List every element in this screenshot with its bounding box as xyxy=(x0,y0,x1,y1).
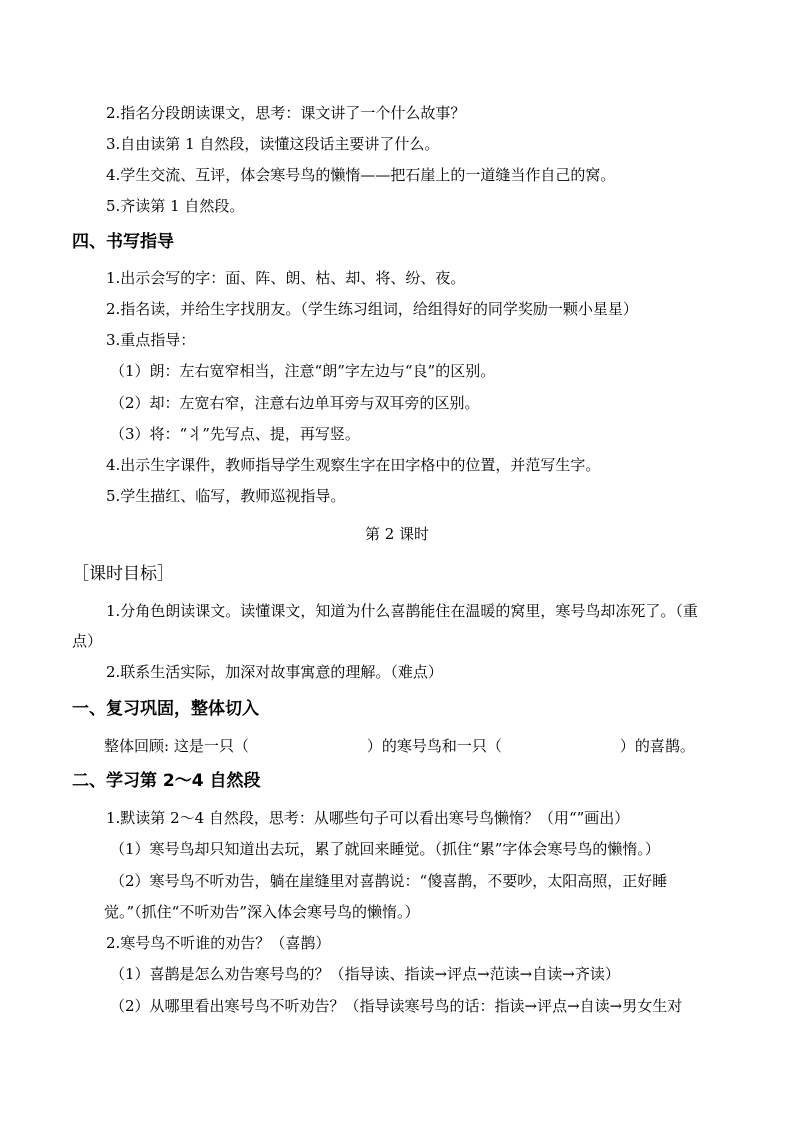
part2-sub-2-line1: （2）寒号鸟不听劝告，躺在崖缝里对喜鹊说：“傻喜鹊，不要吵，太阳高照，正好睡 xyxy=(110,872,668,890)
part2-sub-1: （1）寒号鸟却只知道出去玩，累了就回来睡觉。（抓住“累”字体会寒号鸟的懒惰。） xyxy=(110,840,660,858)
review-sentence xyxy=(104,736,695,756)
part2-item-1: 1.默读第 2～4 自然段，思考：从哪些句子可以看出寒号鸟懒惰？（用“”画出） xyxy=(106,809,630,827)
lesson2-title: 第 2 课时 xyxy=(364,525,430,543)
section4-item-4: 4.出示生字课件，教师指导学生观察生字在田字格中的位置，并范写生字。 xyxy=(106,456,601,474)
section4-item-3: 3.重点指导： xyxy=(106,331,196,349)
review-text-a: 整体回顾: 这是一只（ xyxy=(104,737,249,755)
section4-item-5: 5.学生描红、临写，教师巡视指导。 xyxy=(106,487,346,505)
section4-heading: 四、书写指导 xyxy=(72,232,174,252)
part2-heading: 二、学习第 2～4 自然段 xyxy=(72,771,261,791)
lesson-goal-1-line1: 1.分角色朗读课文。读懂课文，知道为什么喜鹊能住在温暖的窝里，寒号鸟却冻死了。（重 xyxy=(106,602,698,620)
section4-item-1: 1.出示会写的字：面、阵、朗、枯、却、将、纷、夜。 xyxy=(106,269,466,287)
lesson-goal-2: 2.联系生活实际，加深对故事寓意的理解。（难点） xyxy=(106,663,443,681)
lesson-goal-1-line2: 点） xyxy=(72,632,103,650)
section3-item-4: 4.学生交流、互评，体会寒号鸟的懒惰——把石崖上的一道缝当作自己的窝。 xyxy=(106,166,616,184)
section4-sub-2: （2）却：左宽右窄，注意右边单耳旁与双耳旁的区别。 xyxy=(110,394,480,412)
part1-heading: 一、复习巩固，整体切入 xyxy=(72,699,259,719)
part2-sub-3: （1）喜鹊是怎么劝告寒号鸟的？（指导读、指读→评点→范读→自读→齐读） xyxy=(110,965,620,983)
section4-item-2: 2.指名读，并给生字找朋友。（学生练习组词，给组得好的同学奖励一颗小星星） xyxy=(106,300,638,318)
section4-sub-3: （3）将：“丬”先写点、提，再写竖。 xyxy=(110,425,360,443)
section4-sub-1: （1）朗：左右宽窄相当，注意“朗”字左边与“良”的区别。 xyxy=(110,362,496,380)
section3-item-2: 2.指名分段朗读课文，思考：课文讲了一个什么故事？ xyxy=(106,104,466,122)
review-text-b: ）的寒号鸟和一只（ xyxy=(366,737,502,755)
part2-sub-2-line2: 觉。”（抓住“不听劝告”深入体会寒号鸟的懒惰。） xyxy=(104,903,420,921)
lesson-goals-heading: ［课时目标］ xyxy=(72,564,174,584)
section3-item-3: 3.自由读第 1 自然段，读懂这段话主要讲了什么。 xyxy=(106,135,440,153)
part2-sub-4: （2）从哪里看出寒号鸟不听劝告？（指导读寒号鸟的话：指读→评点→自读→男女生对 xyxy=(110,997,683,1015)
review-text-c: ）的喜鹊。 xyxy=(619,737,695,755)
part2-item-2: 2.寒号鸟不听谁的劝告？（喜鹊） xyxy=(106,934,331,952)
section3-item-5: 5.齐读第 1 自然段。 xyxy=(106,197,245,215)
